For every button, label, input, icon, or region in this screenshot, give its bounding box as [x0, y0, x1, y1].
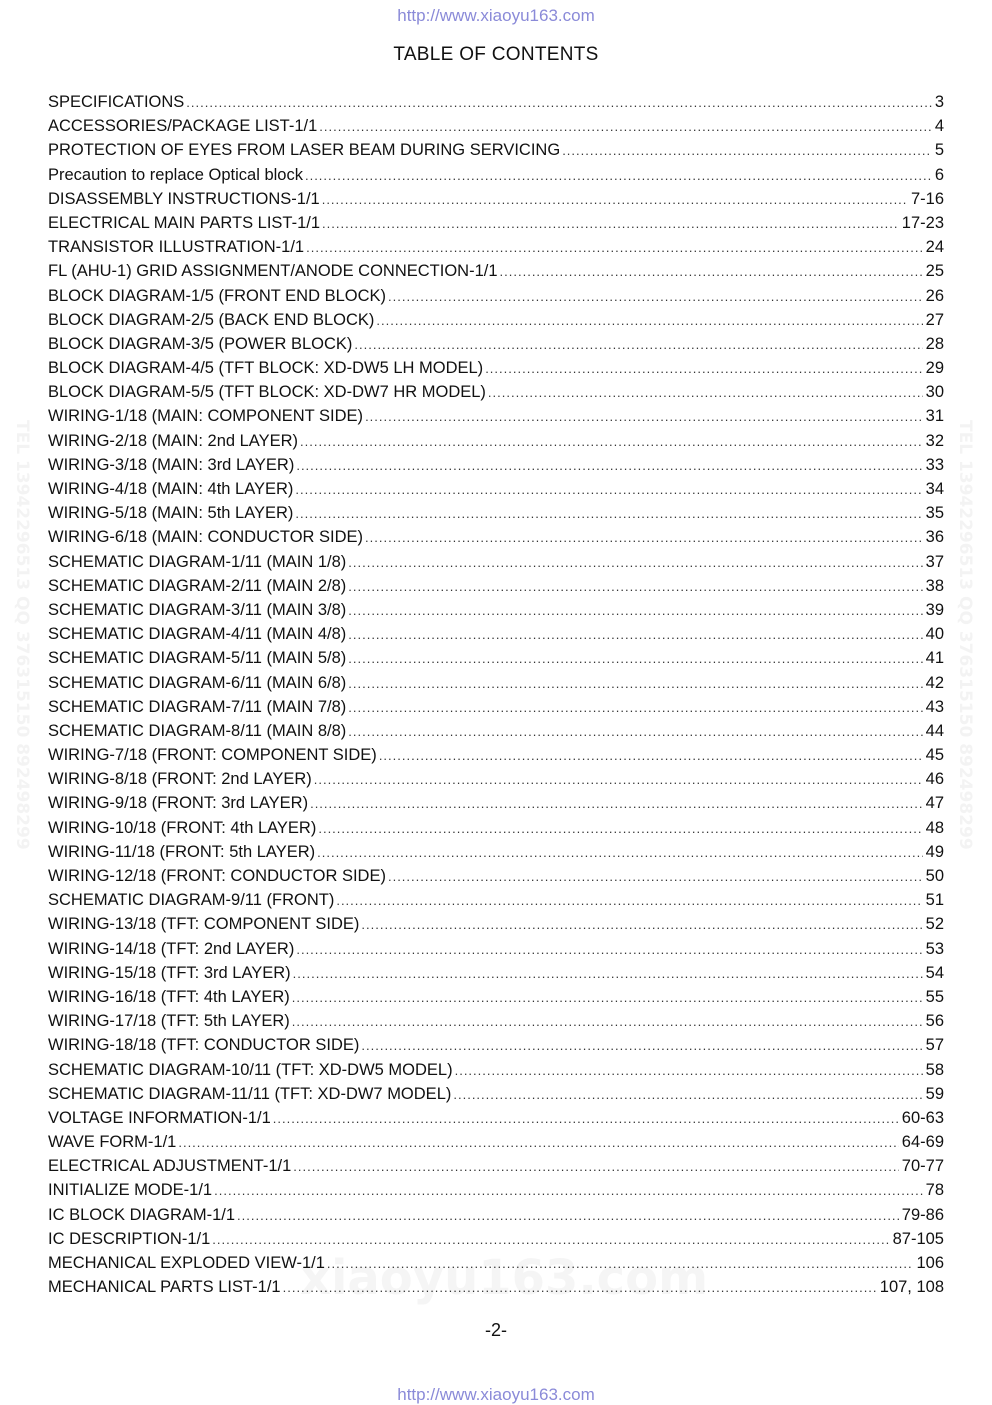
toc-entry[interactable]: [48, 1157, 944, 1181]
dot-leader: [388, 869, 923, 884]
toc-entry-title: SCHEMATIC DIAGRAM-6/11 (MAIN 6/8): [48, 673, 347, 692]
toc-entry-page: 78: [925, 1181, 944, 1200]
toc-entry-page: 39: [925, 600, 944, 619]
toc-entry[interactable]: [48, 1012, 944, 1036]
toc-entry-page: 49: [925, 842, 944, 861]
toc-entry-title: ELECTRICAL ADJUSTMENT-1/1: [48, 1157, 292, 1176]
toc-entry-page: 53: [925, 939, 944, 958]
dot-leader: [322, 216, 899, 231]
toc-entry-title: WIRING-7/18 (FRONT: COMPONENT SIDE): [48, 746, 377, 765]
dot-leader: [283, 1280, 877, 1295]
toc-entry[interactable]: [48, 383, 944, 407]
toc-entry[interactable]: [48, 1230, 944, 1254]
toc-entry-title: BLOCK DIAGRAM-3/5 (POWER BLOCK): [48, 334, 353, 353]
toc-entry-page: 70-77: [901, 1157, 944, 1176]
toc-entry[interactable]: [48, 649, 944, 673]
toc-entry-page: 59: [925, 1084, 944, 1103]
toc-entry-page: 50: [925, 867, 944, 885]
toc-entry-page: 32: [925, 431, 944, 450]
toc-entry[interactable]: [48, 625, 944, 649]
dot-leader: [379, 748, 923, 763]
toc-entry-title: SCHEMATIC DIAGRAM-5/11 (MAIN 5/8): [48, 649, 347, 668]
toc-entry[interactable]: [48, 794, 944, 818]
dot-leader: [365, 530, 923, 545]
toc-entry-page: 57: [925, 1036, 944, 1055]
toc-entry[interactable]: [48, 311, 944, 335]
dot-leader: [348, 603, 922, 618]
toc-entry-page: 38: [925, 576, 944, 595]
toc-entry[interactable]: [48, 577, 944, 601]
toc-entry-title: DISASSEMBLY INSTRUCTIONS-1/1: [48, 189, 320, 208]
toc-entry[interactable]: [48, 1133, 944, 1157]
toc-entry-page: 42: [925, 673, 944, 692]
dot-leader: [348, 555, 922, 570]
toc-entry-page: 4: [934, 117, 944, 136]
toc-entry-title: SCHEMATIC DIAGRAM-9/11 (FRONT): [48, 891, 335, 910]
toc-entry[interactable]: [48, 1278, 944, 1302]
toc-entry-page: 3: [934, 93, 944, 111]
toc-entry-page: 54: [925, 963, 944, 982]
toc-entry-title: WIRING-13/18 (TFT: COMPONENT SIDE): [48, 915, 360, 934]
toc-entry-page: 33: [925, 455, 944, 474]
toc-entry-page: 29: [925, 359, 944, 378]
toc-entry[interactable]: [48, 964, 944, 988]
dot-leader: [296, 458, 922, 473]
dot-leader: [365, 409, 923, 424]
toc-entry[interactable]: [48, 746, 944, 770]
toc-entry-title: WIRING-14/18 (TFT: 2nd LAYER): [48, 939, 295, 958]
dot-leader: [348, 579, 922, 594]
toc-entry-page: 36: [925, 528, 944, 547]
toc-entry[interactable]: [48, 432, 944, 456]
toc-entry-page: 60-63: [901, 1108, 944, 1127]
toc-entry-page: 24: [925, 238, 944, 257]
dot-leader: [314, 772, 923, 787]
toc-entry[interactable]: [48, 601, 944, 625]
toc-entry-page: 44: [925, 721, 944, 740]
footer-link[interactable]: http://www.xiaoyu163.com: [397, 1385, 595, 1404]
header-link[interactable]: http://www.xiaoyu163.com: [397, 6, 595, 25]
dot-leader: [322, 192, 908, 207]
toc-entry[interactable]: [48, 456, 944, 480]
toc-entry-title: SCHEMATIC DIAGRAM-8/11 (MAIN 8/8): [48, 721, 347, 740]
toc-entry-page: 5: [934, 141, 944, 160]
dot-leader: [295, 506, 922, 521]
toc-entry-title: BLOCK DIAGRAM-4/5 (TFT BLOCK: XD-DW5 LH MODEL): [48, 359, 484, 378]
dot-leader: [292, 1014, 923, 1029]
toc-entry-page: 79-86: [901, 1205, 944, 1224]
toc-entry-page: 47: [925, 794, 944, 813]
dot-leader: [317, 845, 923, 860]
toc-entry-title: ELECTRICAL MAIN PARTS LIST-1/1: [48, 213, 321, 232]
toc-entry-title: WIRING-1/18 (MAIN: COMPONENT SIDE): [48, 407, 364, 426]
toc-entry[interactable]: [48, 335, 944, 359]
toc-entry[interactable]: [48, 287, 944, 311]
watermark-right: TEL 13942296513 QQ 376315150 892498299: [955, 420, 975, 850]
toc-entry[interactable]: [48, 891, 944, 915]
toc-entry[interactable]: [48, 528, 944, 552]
toc-entry-title: SCHEMATIC DIAGRAM-4/11 (MAIN 4/8): [48, 625, 347, 644]
toc-entry-title: MECHANICAL PARTS LIST-1/1: [48, 1278, 281, 1297]
toc-entry-title: IC DESCRIPTION-1/1: [48, 1229, 211, 1248]
toc-entry-page: 55: [925, 987, 944, 1006]
toc-entry[interactable]: [48, 722, 944, 746]
toc-entry[interactable]: [48, 1254, 944, 1278]
toc-entry[interactable]: [48, 190, 944, 214]
toc-entry-title: SCHEMATIC DIAGRAM-3/11 (MAIN 3/8): [48, 600, 347, 619]
toc-entry[interactable]: [48, 698, 944, 722]
toc-entry[interactable]: [48, 988, 944, 1012]
dot-leader: [214, 1183, 923, 1198]
toc-entry-page: 64-69: [901, 1133, 944, 1152]
toc-entry-page: 45: [925, 746, 944, 765]
toc-entry-title: ACCESSORIES/PACKAGE LIST-1/1: [48, 117, 318, 136]
toc-entry-page: 56: [925, 1012, 944, 1031]
dot-leader: [361, 1038, 922, 1053]
watermark-left: TEL 13942296513 QQ 376315150 892498299: [12, 420, 32, 850]
dot-leader: [453, 1087, 922, 1102]
toc-entry-page: 106: [916, 1254, 944, 1272]
toc-entry-page: 43: [925, 697, 944, 716]
toc-entry-title: SCHEMATIC DIAGRAM-11/11 (TFT: XD-DW7 MODEL): [48, 1084, 452, 1103]
toc-entry-title: BLOCK DIAGRAM-5/5 (TFT BLOCK: XD-DW7 HR MODEL): [48, 383, 486, 402]
toc-entry-title: WIRING-2/18 (MAIN: 2nd LAYER): [48, 431, 299, 450]
toc-entry-title: SCHEMATIC DIAGRAM-7/11 (MAIN 7/8): [48, 697, 347, 716]
dot-leader: [348, 724, 922, 739]
dot-leader: [318, 821, 922, 836]
watermark-bottom: xiaoyu163.com: [300, 1250, 709, 1306]
toc-entry-title: WIRING-12/18 (FRONT: CONDUCTOR SIDE): [48, 867, 386, 885]
dot-leader: [212, 1232, 889, 1247]
dot-leader: [273, 1111, 899, 1126]
toc-entry-title: SPECIFICATIONS: [48, 93, 185, 111]
dot-leader: [319, 119, 932, 134]
toc-entry-page: 27: [925, 310, 944, 329]
toc-entry[interactable]: [48, 770, 944, 794]
toc-entry[interactable]: [48, 480, 944, 504]
toc-entry-page: 37: [925, 552, 944, 571]
dot-leader: [186, 95, 932, 110]
toc-entry-title: WIRING-11/18 (FRONT: 5th LAYER): [48, 842, 316, 861]
toc-entry-page: 52: [925, 915, 944, 934]
dot-leader: [388, 289, 923, 304]
toc-entry[interactable]: [48, 262, 944, 286]
toc-entry-title: WIRING-10/18 (FRONT: 4th LAYER): [48, 818, 317, 837]
toc-entry-title: SCHEMATIC DIAGRAM-1/11 (MAIN 1/8): [48, 552, 347, 571]
toc-entry-page: 58: [925, 1060, 944, 1079]
dot-leader: [295, 482, 922, 497]
toc-entry-title: FL (AHU-1) GRID ASSIGNMENT/ANODE CONNECTION-1/1: [48, 262, 498, 281]
toc-entry-title: BLOCK DIAGRAM-2/5 (BACK END BLOCK): [48, 310, 375, 329]
toc-entry-title: WIRING-3/18 (MAIN: 3rd LAYER): [48, 455, 295, 474]
toc-entry[interactable]: [48, 166, 944, 190]
dot-leader: [310, 796, 923, 811]
toc-entry-page: 107, 108: [879, 1278, 944, 1297]
toc-entry-page: 17-23: [901, 213, 944, 232]
toc-entry-title: WIRING-8/18 (FRONT: 2nd LAYER): [48, 770, 312, 789]
page-title: TABLE OF CONTENTS: [393, 44, 599, 65]
toc-entry-page: 7-16: [910, 189, 944, 208]
dot-leader: [348, 700, 922, 715]
toc-entry-page: 28: [925, 334, 944, 353]
table-of-contents: [48, 93, 944, 1302]
dot-leader: [348, 627, 922, 642]
toc-entry-title: WIRING-17/18 (TFT: 5th LAYER): [48, 1012, 290, 1031]
dot-leader: [455, 1063, 923, 1078]
toc-entry-page: 30: [925, 383, 944, 402]
toc-entry-page: 51: [925, 891, 944, 910]
toc-entry-page: 34: [925, 480, 944, 498]
toc-entry-page: 40: [925, 625, 944, 644]
toc-entry-page: 25: [925, 262, 944, 281]
toc-entry[interactable]: [48, 867, 944, 891]
dot-leader: [488, 385, 923, 400]
dot-leader: [296, 942, 922, 957]
toc-entry[interactable]: [48, 141, 944, 165]
toc-entry[interactable]: [48, 1036, 944, 1060]
toc-entry-title: WAVE FORM-1/1: [48, 1133, 177, 1152]
toc-entry-page: 35: [925, 504, 944, 523]
toc-entry-title: TRANSISTOR ILLUSTRATION-1/1: [48, 238, 305, 257]
dot-leader: [336, 893, 922, 908]
dot-leader: [300, 434, 923, 449]
toc-entry-title: WIRING-5/18 (MAIN: 5th LAYER): [48, 504, 294, 523]
toc-entry[interactable]: [48, 674, 944, 698]
toc-entry[interactable]: [48, 1181, 944, 1205]
toc-entry-title: WIRING-4/18 (MAIN: 4th LAYER): [48, 480, 294, 498]
toc-entry-title: WIRING-18/18 (TFT: CONDUCTOR SIDE): [48, 1036, 360, 1055]
toc-entry-title: MECHANICAL EXPLODED VIEW-1/1: [48, 1254, 325, 1272]
dot-leader: [562, 143, 932, 158]
page-number: -2-: [485, 1320, 507, 1340]
toc-entry-title: IC BLOCK DIAGRAM-1/1: [48, 1205, 236, 1224]
toc-entry-page: 41: [925, 649, 944, 668]
toc-entry[interactable]: [48, 359, 944, 383]
dot-leader: [348, 676, 922, 691]
toc-entry-page: 48: [925, 818, 944, 837]
dot-leader: [361, 917, 922, 932]
toc-entry[interactable]: [48, 1109, 944, 1133]
toc-entry-page: 87-105: [892, 1229, 944, 1248]
toc-entry-title: INITIALIZE MODE-1/1: [48, 1181, 213, 1200]
toc-entry-title: BLOCK DIAGRAM-1/5 (FRONT END BLOCK): [48, 286, 387, 305]
toc-entry[interactable]: [48, 819, 944, 843]
toc-entry-title: PROTECTION OF EYES FROM LASER BEAM DURING SERVICING: [48, 141, 561, 160]
dot-leader: [178, 1135, 898, 1150]
dot-leader: [485, 361, 922, 376]
toc-entry-title: VOLTAGE INFORMATION-1/1: [48, 1108, 271, 1127]
toc-entry[interactable]: [48, 93, 944, 117]
dot-leader: [376, 313, 922, 328]
toc-entry[interactable]: [48, 843, 944, 867]
dot-leader: [354, 337, 922, 352]
toc-entry[interactable]: [48, 117, 944, 141]
toc-entry[interactable]: [48, 1206, 944, 1230]
toc-entry[interactable]: [48, 940, 944, 964]
dot-leader: [237, 1208, 899, 1223]
dot-leader: [305, 168, 932, 183]
toc-entry[interactable]: [48, 915, 944, 939]
toc-entry-page: 46: [925, 770, 944, 789]
toc-entry-title: WIRING-6/18 (MAIN: CONDUCTOR SIDE): [48, 528, 364, 547]
toc-entry[interactable]: [48, 553, 944, 577]
toc-entry-title: SCHEMATIC DIAGRAM-2/11 (MAIN 2/8): [48, 576, 347, 595]
toc-entry[interactable]: [48, 1061, 944, 1085]
dot-leader: [327, 1256, 914, 1271]
toc-entry[interactable]: [48, 407, 944, 431]
toc-entry-title: WIRING-15/18 (TFT: 3rd LAYER): [48, 963, 291, 982]
toc-entry-title: Precaution to replace Optical block: [48, 165, 303, 184]
dot-leader: [306, 240, 923, 255]
toc-entry-title: WIRING-16/18 (TFT: 4th LAYER): [48, 987, 290, 1006]
dot-leader: [293, 966, 923, 981]
toc-entry[interactable]: [48, 238, 944, 262]
dot-leader: [292, 990, 923, 1005]
toc-entry-title: WIRING-9/18 (FRONT: 3rd LAYER): [48, 794, 309, 813]
toc-entry-title: SCHEMATIC DIAGRAM-10/11 (TFT: XD-DW5 MODEL): [48, 1060, 453, 1079]
toc-entry-page: 26: [925, 286, 944, 305]
toc-entry[interactable]: [48, 1085, 944, 1109]
dot-leader: [500, 264, 923, 279]
toc-entry[interactable]: [48, 504, 944, 528]
toc-entry-page: 31: [925, 407, 944, 426]
dot-leader: [348, 651, 922, 666]
toc-entry[interactable]: [48, 214, 944, 238]
dot-leader: [293, 1159, 899, 1174]
toc-entry-page: 6: [934, 165, 944, 184]
